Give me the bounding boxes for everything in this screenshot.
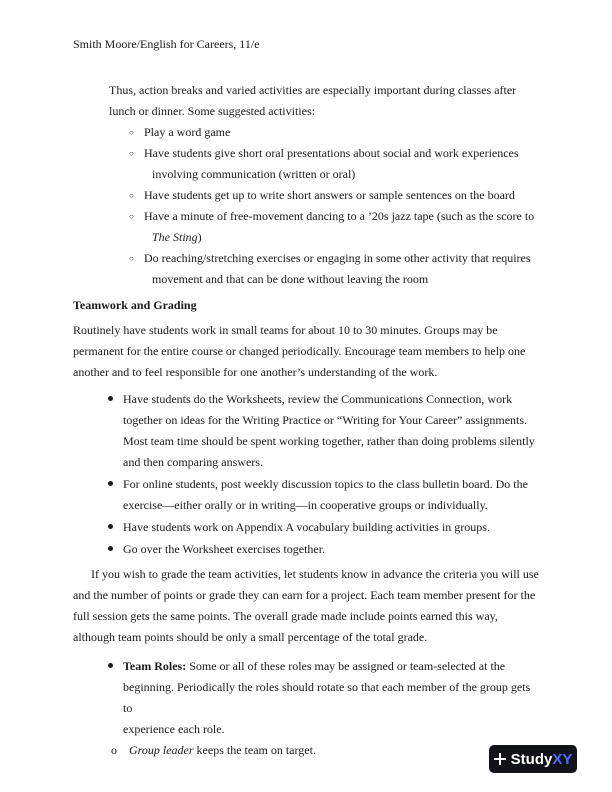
running-header: Smith Moore/English for Careers, 11/e bbox=[73, 37, 260, 51]
roles-list bbox=[73, 656, 539, 740]
o-bullet-icon: o bbox=[111, 743, 117, 757]
list-item-text: Have a minute of free-movement dancing to a ’20s jazz tape (such as the score to bbox=[144, 209, 535, 223]
circle-bullet-icon: ○ bbox=[129, 254, 134, 263]
list-item bbox=[129, 122, 539, 143]
roles-text: Some or all of these roles may be assigned or team-selected at the bbox=[186, 659, 506, 673]
closing-paren: ) bbox=[197, 230, 202, 244]
list-item-continuation: involving communication (written or oral) bbox=[152, 167, 356, 181]
page-content bbox=[73, 80, 539, 761]
list-item bbox=[129, 248, 539, 290]
activity-list bbox=[73, 122, 539, 290]
roles-continuation: beginning. Periodically the roles should rotate so that each member of the group gets to bbox=[123, 680, 531, 715]
list-item-text: Have students do the Worksheets, review the Communications Connection, work together on ideas for the Writing Practice or “Writing for Your Career” assignments. Most team time should be spent working together, rather than doing problems silently and then comparing answers. bbox=[123, 392, 535, 469]
studyxy-badge[interactable] bbox=[489, 745, 577, 773]
list-item bbox=[111, 740, 539, 761]
role-description: keeps the team on target. bbox=[193, 743, 316, 757]
intro-paragraph bbox=[73, 80, 539, 122]
teamwork-paragraph: Routinely have students work in small teams for about 10 to 30 minutes. Groups may be permanent for the entire course or changed periodically. Encourage team members to help one another and to feel responsible for one another’s understanding of the work. bbox=[73, 323, 526, 379]
section-heading: Teamwork and Grading bbox=[73, 298, 197, 312]
list-item bbox=[108, 539, 539, 560]
list-item-text: Have students work on Appendix A vocabulary building activities in groups. bbox=[123, 520, 490, 534]
list-item bbox=[108, 517, 539, 538]
list-item bbox=[129, 185, 539, 206]
brand-text: Study bbox=[510, 750, 553, 768]
film-title: The Sting bbox=[152, 230, 198, 244]
bullet-icon bbox=[108, 663, 113, 668]
list-item bbox=[108, 474, 539, 516]
brand-accent: XY bbox=[552, 750, 573, 768]
circle-bullet-icon: ○ bbox=[129, 149, 134, 158]
list-item bbox=[108, 389, 539, 473]
list-item-text: Have students give short oral presentations about social and work experiences bbox=[144, 146, 519, 160]
grading-paragraph: If you wish to grade the team activities, let students know in advance the criteria you will use and the number of points or grade they can earn for a project. Each team member present for the full session gets the same points. The overall grade made include points earned this way, although team points should be only a small percentage of the total grade. bbox=[73, 567, 539, 644]
circle-bullet-icon: ○ bbox=[129, 128, 134, 137]
list-item bbox=[108, 656, 539, 740]
team-bullet-list bbox=[73, 389, 539, 560]
intro-line: lunch or dinner. Some suggested activities: bbox=[109, 104, 315, 118]
list-item-continuation: movement and that can be done without leaving the room bbox=[152, 272, 429, 286]
badge-brand bbox=[511, 751, 573, 768]
list-item bbox=[129, 206, 539, 248]
intro-line: Thus, action breaks and varied activities are especially important during classes after bbox=[109, 83, 517, 97]
roles-continuation: experience each role. bbox=[123, 722, 225, 736]
list-item-text: Go over the Worksheet exercises together. bbox=[123, 542, 326, 556]
role-sublist bbox=[73, 740, 539, 761]
circle-bullet-icon: ○ bbox=[129, 212, 134, 221]
list-item bbox=[129, 143, 539, 185]
role-name: Group leader bbox=[129, 743, 194, 757]
list-item-text: Play a word game bbox=[144, 125, 231, 139]
list-item-continuation bbox=[144, 227, 539, 248]
list-item-text: Have students get up to write short answers or sample sentences on the board bbox=[144, 188, 515, 202]
list-item-text: For online students, post weekly discussion topics to the class bulletin board. Do the exercise—either orally or in writing—in cooperative groups or individually. bbox=[123, 477, 528, 512]
roles-label: Team Roles: bbox=[123, 659, 187, 673]
circle-bullet-icon: ○ bbox=[129, 191, 134, 200]
plus-icon bbox=[494, 753, 506, 765]
bullet-icon bbox=[108, 524, 113, 529]
bullet-icon bbox=[108, 481, 113, 486]
bullet-icon bbox=[108, 396, 113, 401]
bullet-icon bbox=[108, 546, 113, 551]
list-item-text: Do reaching/stretching exercises or engaging in some other activity that requires bbox=[144, 251, 531, 265]
